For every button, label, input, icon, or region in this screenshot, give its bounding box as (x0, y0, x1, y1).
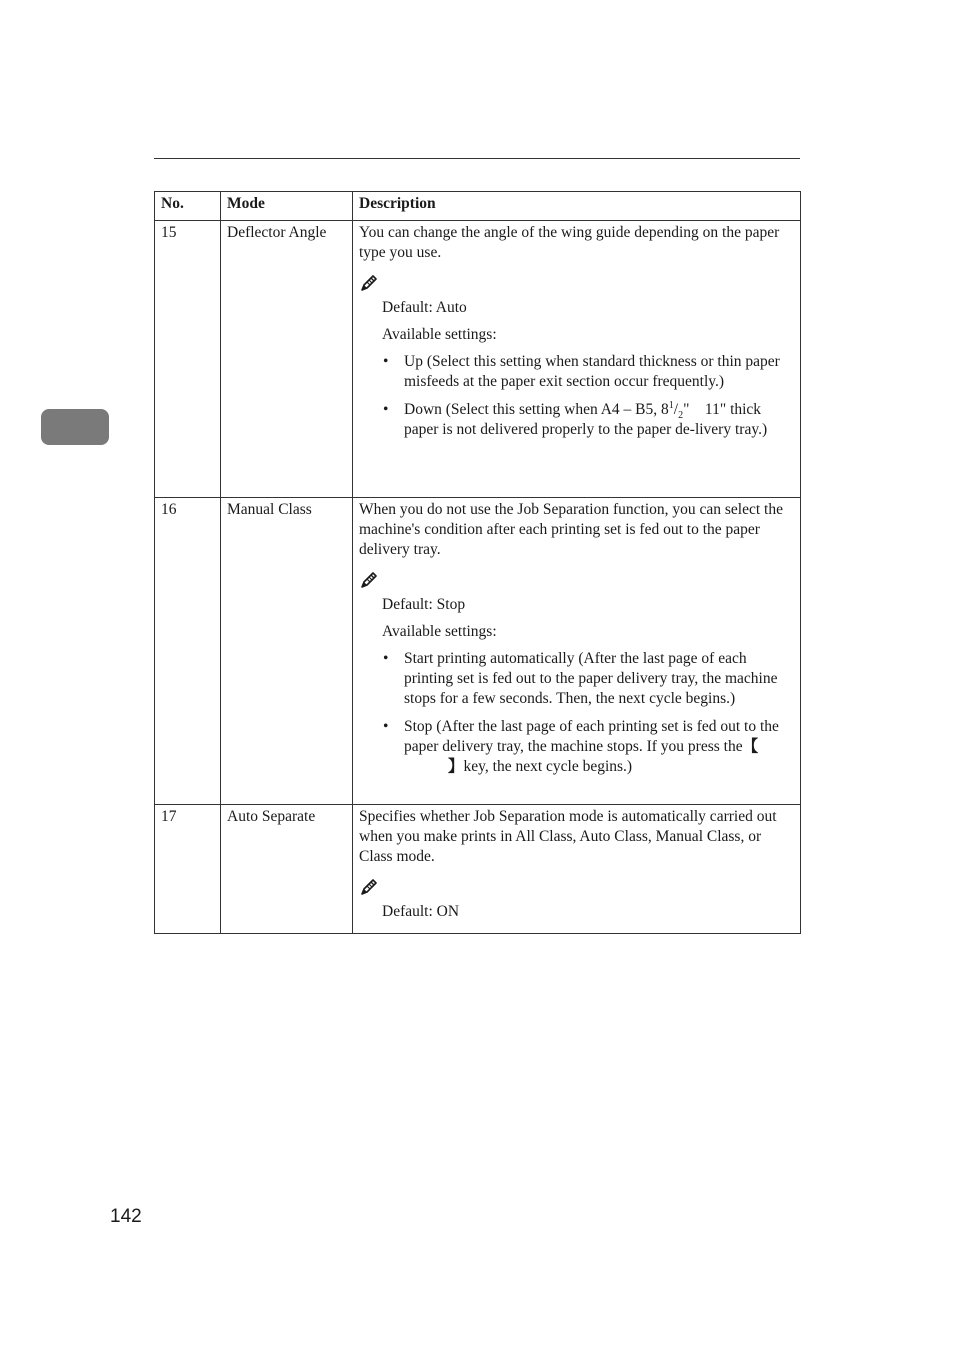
option-text: thick paper is not delivered properly to the paper de-livery tray.) (404, 401, 768, 438)
list-item (382, 400, 794, 440)
key-bracket-open: 【 (742, 738, 759, 755)
list-item: • Up (Select this setting when standard thickness or thin paper misfeeds at the paper exit section occur frequently.) (382, 352, 794, 392)
available-settings-label: Available settings: (382, 326, 497, 343)
row-no: 16 (155, 498, 221, 805)
key-bracket-close: 】 (448, 758, 464, 775)
row-description: When you do not use the Job Separation function, you can select the machine's condition after each printing set is fed out to the paper delivery tray. (359, 501, 783, 558)
row-description-cell (353, 221, 801, 498)
default-value: Default: Auto (382, 299, 467, 316)
row-no: 15 (155, 221, 221, 498)
settings-table (154, 191, 801, 934)
fraction-slash: / (673, 401, 679, 418)
list-item (382, 717, 794, 777)
row-description: You can change the angle of the wing guide depending on the paper type you use. (359, 224, 780, 261)
default-value: Default: ON (382, 903, 460, 920)
row-description-cell (353, 805, 801, 934)
table-row (155, 221, 801, 498)
option-text: " 11" (683, 401, 727, 418)
row-mode: Deflector Angle (221, 221, 353, 498)
available-settings-label: Available settings: (382, 623, 497, 640)
fraction-numerator: 1 (668, 399, 674, 411)
fraction-denominator: 2 (678, 410, 684, 422)
header-description: Description (353, 192, 801, 221)
page-number: 142 (110, 1206, 142, 1227)
settings-list (382, 352, 794, 440)
option-text: key, the next cycle begins.) (463, 758, 633, 775)
row-description-cell (353, 498, 801, 805)
table-row (155, 805, 801, 934)
row-mode: Manual Class (221, 498, 353, 805)
row-description: Specifies whether Job Separation mode is automatically carried out when you make prints in All Class, Auto Class, Manual Class, or Class mode. (359, 808, 777, 865)
default-value: Default: Stop (382, 596, 466, 613)
option-text: Stop (After the last page of each printing set is fed out to the paper delivery tray, the machine stops. If you press the (404, 718, 779, 755)
list-item: • Start printing automatically (After the last page of each printing set is fed out to the paper delivery tray, the machine stops for a few seconds. Then, the next cycle begins.) (382, 649, 794, 709)
table-row (155, 498, 801, 805)
note-block (359, 570, 794, 777)
row-no: 17 (155, 805, 221, 934)
row-mode: Auto Separate (221, 805, 353, 934)
chapter-tab (41, 409, 109, 445)
settings-list (382, 649, 794, 777)
pencil-note-icon (359, 570, 379, 590)
header-rule (154, 158, 800, 159)
note-block (359, 877, 794, 922)
note-block (359, 273, 794, 440)
pencil-note-icon (359, 877, 379, 897)
header-no: No. (155, 192, 221, 221)
table-header-row (155, 192, 801, 221)
pencil-note-icon (359, 273, 379, 293)
option-text: Down (Select this setting when A4 – B5, 8 (404, 401, 669, 418)
header-mode: Mode (221, 192, 353, 221)
